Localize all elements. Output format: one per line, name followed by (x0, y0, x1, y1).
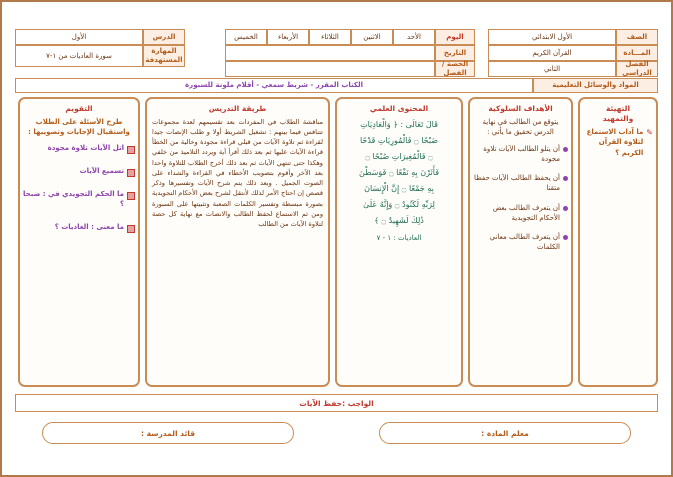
day-thursday: الخميس (225, 29, 267, 45)
homework-value: حفظ الآيات (299, 398, 343, 408)
list-item (23, 167, 135, 177)
period-value (225, 61, 435, 77)
objectives-intro: يتوقع من الطالب في نهاية الدرس تحقيق ما يأتي : (482, 117, 559, 136)
column-assessment-body (23, 117, 135, 381)
assessment-question: تسميع الآيات (79, 167, 124, 176)
date-value (225, 45, 435, 61)
lesson-info-table (15, 29, 185, 67)
day-tuesday: الثلاثاء (309, 29, 351, 45)
table-row (488, 61, 658, 77)
day-monday: الاثنين (351, 29, 393, 45)
class-value: الأول الابتدائي (488, 29, 616, 45)
subject-label: المـــادة (616, 45, 658, 61)
verse-source: العاديات : ١ - ٧ (376, 233, 422, 242)
verse-line: لِرَبِّهِ لَكَنُودٌ ۝ وَإِنَّهُ عَلَىٰ (363, 199, 435, 209)
list-item (23, 223, 135, 233)
square-bullet-icon (127, 225, 135, 233)
date-label: التاريخ (435, 45, 475, 61)
column-tamheed (578, 97, 658, 387)
tamheed-question: ما آداب الاستماع لتلاوة القرآن الكريم ؟ (586, 127, 644, 157)
column-content-title: المحتوى العلمي (369, 104, 429, 113)
lesson-value: الأول (15, 29, 143, 45)
term-value: الثاني (488, 61, 616, 77)
verse-line: قَالَ تَعَالَى : ﴿ وَالْعَادِيَاتِ (360, 119, 438, 129)
table-row (488, 45, 658, 61)
list-item (473, 203, 568, 223)
column-method (145, 97, 330, 387)
square-bullet-icon (127, 169, 135, 177)
lesson-label: الدرس (143, 29, 185, 45)
verse-line: ذَٰلِكَ لَشَهِيدٌ ۝ ﴾ (374, 215, 424, 225)
column-content (335, 97, 463, 387)
subject-value: القرآن الكريم (488, 45, 616, 61)
list-item (23, 190, 135, 210)
principal-signature: قائد المدرسة : (42, 422, 294, 444)
class-label: الصف (616, 29, 658, 45)
column-objectives-title: الأهداف السلوكية (488, 104, 553, 113)
materials-value: الكتاب المقرر - شريط سمعي - أقلام ملونة للسبورة (15, 78, 533, 93)
square-bullet-icon (127, 146, 135, 154)
day-wednesday: الأربعاء (267, 29, 309, 45)
table-row (15, 29, 185, 45)
table-row (225, 29, 475, 45)
table-row (225, 61, 475, 77)
column-assessment-title: التقويم (65, 104, 93, 113)
skill-label: المهارة المستهدفة (143, 45, 185, 67)
list-item (473, 144, 568, 164)
assessment-subtitle: طرح الأسئلة على الطلاب واستقبال الإجابات وتصويبها : (28, 117, 130, 136)
table-row (488, 29, 658, 45)
assessment-question: اتل الآيات تلاوة مجودة (47, 144, 124, 153)
tamheed-item (583, 127, 653, 159)
materials-label: المواد والوسائل التعليمية (533, 78, 658, 93)
verse-line: فَأَثَرْنَ بِهِ نَقْعًا ۝ فَوَسَطْنَ (358, 167, 440, 177)
bullet-icon (563, 235, 568, 240)
objective-text: أن يحفظ الطالب الآيات حفظا متقنا (474, 174, 560, 193)
period-label: الحصة / الفصل (435, 61, 475, 77)
column-method-title: طريقة التدريس (208, 104, 267, 113)
objective-text: أن يتعرف الطالب بعض الأحكام التجويدية (492, 203, 560, 222)
column-method-body (150, 117, 325, 381)
column-objectives (468, 97, 573, 387)
bullet-icon (563, 176, 568, 181)
method-paragraph: مناقشة الطلاب في المفردات بعد تقسيمهم لعدة مجموعات تتنافس فيما بينهم : تشغيل الشريط أولا و طلب الإنصات جيدا لقراءة ثم تلاوة الآيات من قبلي قراءة مجودة وخالية من الخطأ قراءة الآيات عليها ثم بعد ذلك أقرأ آية ويردد التلاميذ من خلفي وهكذا حتى تنتهي الآيات ثم بعد ذلك أخرج الطلاب للتلاوة واحدا بعد الآخر وأقوم بتصويب الأخطاء في القراءة والشداء على الصوت الجميل . وبعد ذلك يتم شرح الآيات وتفسيرها وذكر قصص إن احتاج الأمر لذلك لأنتقل لشرح بعض الأحكام التجويدية بصورة مبسطة وتفسير الكلمات الصعبة وتثبيتها على السبورة ومن ثم الاستماع لحفظ الطالب والانصات مع نهاية كل حصة لتلاوة الآيات من الطالب (152, 117, 323, 228)
assessment-question-list (23, 144, 135, 233)
assessment-question: ما الحكم التجويدي في : ضبحا ؟ (23, 190, 124, 208)
list-item (473, 173, 568, 193)
day-sunday: الأحد (393, 29, 435, 45)
verse-line: ضَبْحًا ۝ فَالْمُورِيَاتِ قَدْحًا (359, 135, 439, 145)
list-item (473, 232, 568, 252)
bullet-icon (563, 206, 568, 211)
materials-strip (15, 78, 658, 93)
list-item (23, 144, 135, 154)
quran-verses (340, 117, 458, 381)
verse-line: بِهِ جَمْعًا ۝ إِنَّ الْإِنسَانَ (364, 183, 434, 193)
objectives-list (473, 144, 568, 252)
objective-text: أن يتلو الطالب الآيات تلاوة مجودة (483, 145, 560, 164)
day-label: اليوم (435, 29, 475, 45)
main-columns (15, 97, 658, 387)
square-bullet-icon (127, 192, 135, 200)
column-tamheed-title (583, 102, 653, 127)
class-info-table (488, 29, 658, 77)
objective-text: أن يتعرف الطالب معاني الكلمات (489, 232, 560, 252)
column-assessment (18, 97, 140, 387)
term-label: الفصل الدراسي (616, 61, 658, 77)
teacher-signature: معلم المادة : (379, 422, 631, 444)
skill-value: سورة العاديات من ١-٧ (15, 45, 143, 67)
verse-line: ۝ فَالْمُغِيرَاتِ صُبْحًا ۝ (365, 151, 433, 161)
day-date-table (225, 29, 475, 77)
tamheed-title-line2: والتمهيد (602, 113, 634, 123)
homework-label: الواجب : (342, 398, 374, 408)
bullet-icon (563, 147, 568, 152)
assessment-question: ما معنى : العاديات ؟ (54, 222, 124, 231)
column-objectives-body (473, 117, 568, 381)
pen-icon: ✎ (646, 127, 653, 137)
column-tamheed-body (583, 127, 653, 382)
table-row (15, 45, 185, 67)
homework-bar (15, 394, 658, 412)
table-row (225, 45, 475, 61)
tamheed-title-line1: التهيئة (605, 104, 631, 113)
